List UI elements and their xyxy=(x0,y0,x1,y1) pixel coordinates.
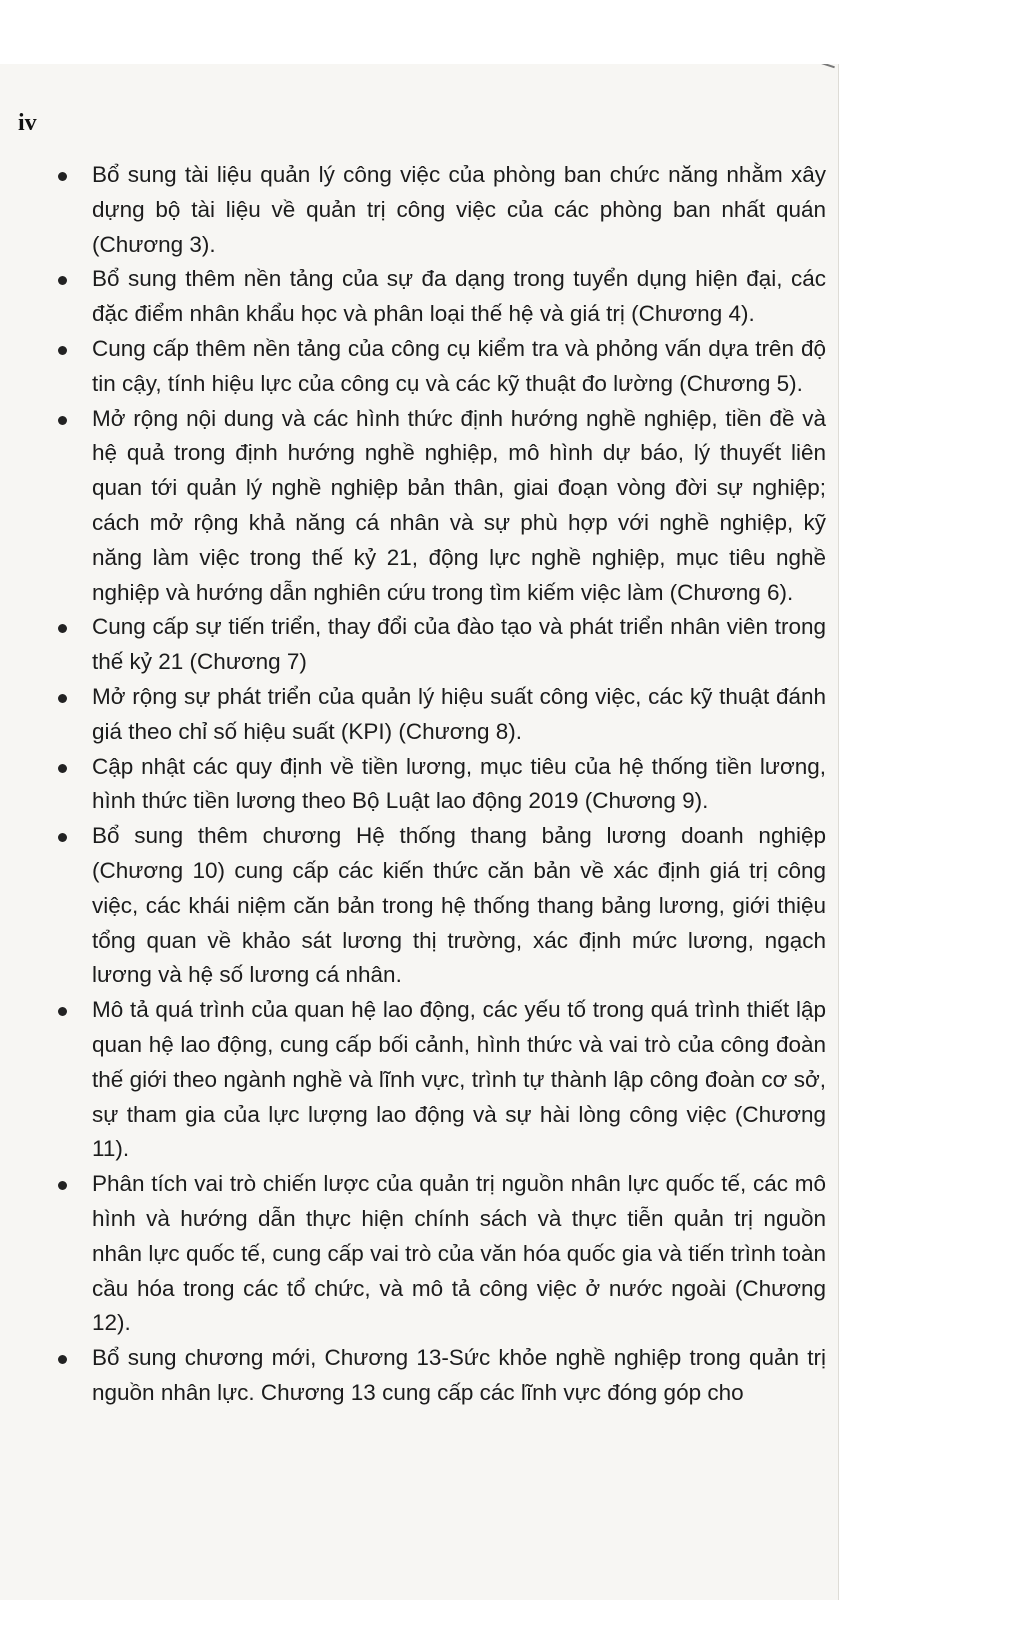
bullet-icon xyxy=(58,624,67,633)
list-item xyxy=(52,680,826,750)
list-item xyxy=(52,402,826,611)
list-item-text: Cung cấp sự tiến triển, thay đổi của đào tạo và phát triển nhân viên trong thế kỷ 21 (Chương 7) xyxy=(92,614,826,675)
list-item xyxy=(52,1341,826,1411)
bullet-list xyxy=(52,158,826,1411)
list-item xyxy=(52,1167,826,1341)
list-item-text: Mô tả quá trình của quan hệ lao động, các yếu tố trong quá trình thiết lập quan hệ lao động, cung cấp bối cảnh, hình thức và vai trò của công đoàn thế giới theo ngành nghề và lĩnh vực, trình tự thành lập công đoàn cơ sở, sự tham gia của lực lượng lao động và sự hài lòng công việc (Chương 11). xyxy=(92,997,826,1162)
list-item-text: Bổ sung tài liệu quản lý công việc của phòng ban chức năng nhằm xây dựng bộ tài liệu về quản trị công việc của các phòng ban nhất quán (Chương 3). xyxy=(92,162,826,257)
page-number: iv xyxy=(18,110,37,136)
bullet-icon xyxy=(58,764,67,773)
page-corner-mark xyxy=(819,64,835,74)
bullet-icon xyxy=(58,1181,67,1190)
list-item-text: Cập nhật các quy định về tiền lương, mục tiêu của hệ thống tiền lương, hình thức tiền lương theo Bộ Luật lao động 2019 (Chương 9). xyxy=(92,753,826,814)
list-item xyxy=(52,158,826,262)
bullet-icon xyxy=(58,694,67,703)
list-item-text: Mở rộng sự phát triển của quản lý hiệu suất công việc, các kỹ thuật đánh giá theo chỉ số hiệu suất (KPI) (Chương 8). xyxy=(92,683,826,744)
list-item xyxy=(52,750,826,820)
list-item xyxy=(52,610,826,680)
list-item-text: Bổ sung thêm nền tảng của sự đa dạng trong tuyển dụng hiện đại, các đặc điểm nhân khẩu học và phân loại thế hệ và giá trị (Chương 4). xyxy=(92,266,826,327)
list-item xyxy=(52,993,826,1167)
list-item-text: Bổ sung thêm chương Hệ thống thang bảng lương doanh nghiệp (Chương 10) cung cấp các kiến thức căn bản về xác định giá trị công việc, các khái niệm căn bản trong hệ thống thang bảng lương, giới thiệu tổng quan về khảo sát lương thị trường, xác định mức lương, ngạch lương và hệ số lương cá nhân. xyxy=(92,823,826,988)
list-item xyxy=(52,819,826,993)
bullet-icon xyxy=(58,1007,67,1016)
list-item-text: Cung cấp thêm nền tảng của công cụ kiểm tra và phỏng vấn dựa trên độ tin cậy, tính hiệu lực của công cụ và các kỹ thuật đo lường (Chương 5). xyxy=(92,335,826,396)
bullet-icon xyxy=(58,346,67,355)
bullet-icon xyxy=(58,1355,67,1364)
list-item-text: Phân tích vai trò chiến lược của quản trị nguồn nhân lực quốc tế, các mô hình và hướng dẫn thực hiện chính sách và thực tiễn quản trị nguồn nhân lực quốc tế, cung cấp vai trò của văn hóa quốc gia và tiến trình toàn cầu hóa trong các tổ chức, và mô tả công việc ở nước ngoài (Chương 12). xyxy=(92,1171,826,1336)
list-item xyxy=(52,332,826,402)
bullet-icon xyxy=(58,833,67,842)
list-item xyxy=(52,262,826,332)
list-item-text: Mở rộng nội dung và các hình thức định hướng nghề nghiệp, tiền đề và hệ quả trong định hướng nghề nghiệp, mô hình dự báo, lý thuyết liên quan tới quản lý nghề nghiệp bản thân, giai đoạn vòng đời sự nghiệp; cách mở rộng khả năng cá nhân và sự phù hợp với nghề nghiệp, kỹ năng làm việc trong thế kỷ 21, động lực nghề nghiệp, mục tiêu nghề nghiệp và hướng dẫn nghiên cứu trong tìm kiếm việc làm (Chương 6). xyxy=(92,405,826,605)
bullet-icon xyxy=(58,172,67,181)
bullet-icon xyxy=(58,416,67,425)
list-item-text: Bổ sung chương mới, Chương 13-Sức khỏe nghề nghiệp trong quản trị nguồn nhân lực. Chương 13 cung cấp các lĩnh vực đóng góp cho xyxy=(92,1345,826,1405)
book-page xyxy=(0,64,839,1600)
bullet-icon xyxy=(58,276,67,285)
